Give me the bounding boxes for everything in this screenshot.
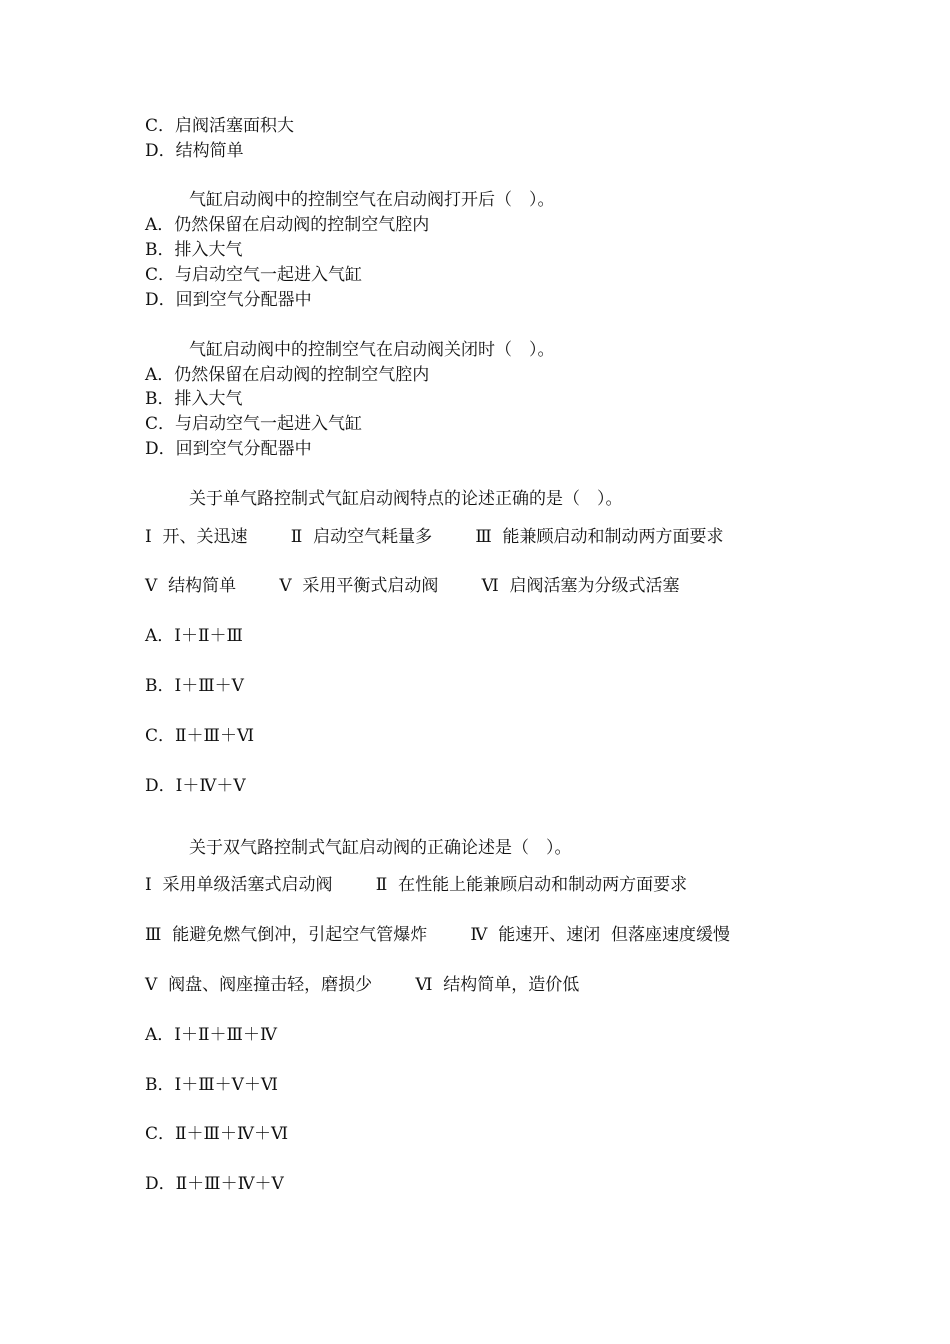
option-a: A．仍然保留在启动阀的控制空气腔内 xyxy=(145,365,430,385)
statement-line: Ⅲ 能避免燃气倒冲，引起空气管爆炸 Ⅳ 能速开、速闭 但落座速度缓慢 xyxy=(145,925,731,945)
question-stem: 气缸启动阀中的控制空气在启动阀打开后（ ）。 xyxy=(189,190,555,210)
option-c: C．与启动空气一起进入气缸 xyxy=(145,265,363,285)
option-c: C．Ⅱ＋Ⅲ＋Ⅳ＋Ⅵ xyxy=(145,1124,289,1144)
option-d: D．回到空气分配器中 xyxy=(145,290,312,310)
option-c: C．Ⅱ＋Ⅲ＋Ⅵ xyxy=(145,726,255,746)
question-stem: 关于单气路控制式气缸启动阀特点的论述正确的是（ ）。 xyxy=(189,489,623,509)
option-b: B．排入大气 xyxy=(145,389,243,409)
option-d: D．Ⅱ＋Ⅲ＋Ⅳ＋Ⅴ xyxy=(145,1174,284,1194)
option-c: C．启阀活塞面积大 xyxy=(145,116,295,136)
question-stem: 关于双气路控制式气缸启动阀的正确论述是（ ）。 xyxy=(189,838,572,858)
option-a: A．仍然保留在启动阀的控制空气腔内 xyxy=(145,215,430,235)
option-a: A．Ⅰ＋Ⅱ＋Ⅲ＋Ⅳ xyxy=(145,1025,277,1045)
option-b: B．Ⅰ＋Ⅲ＋Ⅴ xyxy=(145,676,244,696)
option-b: B．排入大气 xyxy=(145,240,243,260)
statement-line: Ⅴ 结构简单 Ⅴ 采用平衡式启动阀 Ⅵ 启阀活塞为分级式活塞 xyxy=(145,576,680,596)
statement-line: Ⅴ 阀盘、阀座撞击轻，磨损少 Ⅵ 结构简单，造价低 xyxy=(145,975,580,995)
option-c: C．与启动空气一起进入气缸 xyxy=(145,414,363,434)
option-d: D．回到空气分配器中 xyxy=(145,439,312,459)
statement-line: Ⅰ 采用单级活塞式启动阀 Ⅱ 在性能上能兼顾启动和制动两方面要求 xyxy=(145,875,688,895)
option-b: B．Ⅰ＋Ⅲ＋Ⅴ＋Ⅵ xyxy=(145,1075,278,1095)
question-stem: 气缸启动阀中的控制空气在启动阀关闭时（ ）。 xyxy=(189,340,555,360)
option-d: D．Ⅰ＋Ⅳ＋Ⅴ xyxy=(145,776,246,796)
option-d: D．结构简单 xyxy=(145,141,244,161)
statement-line: Ⅰ 开、关迅速 Ⅱ 启动空气耗量多 Ⅲ 能兼顾启动和制动两方面要求 xyxy=(145,527,724,547)
option-a: A．Ⅰ＋Ⅱ＋Ⅲ xyxy=(145,626,243,646)
